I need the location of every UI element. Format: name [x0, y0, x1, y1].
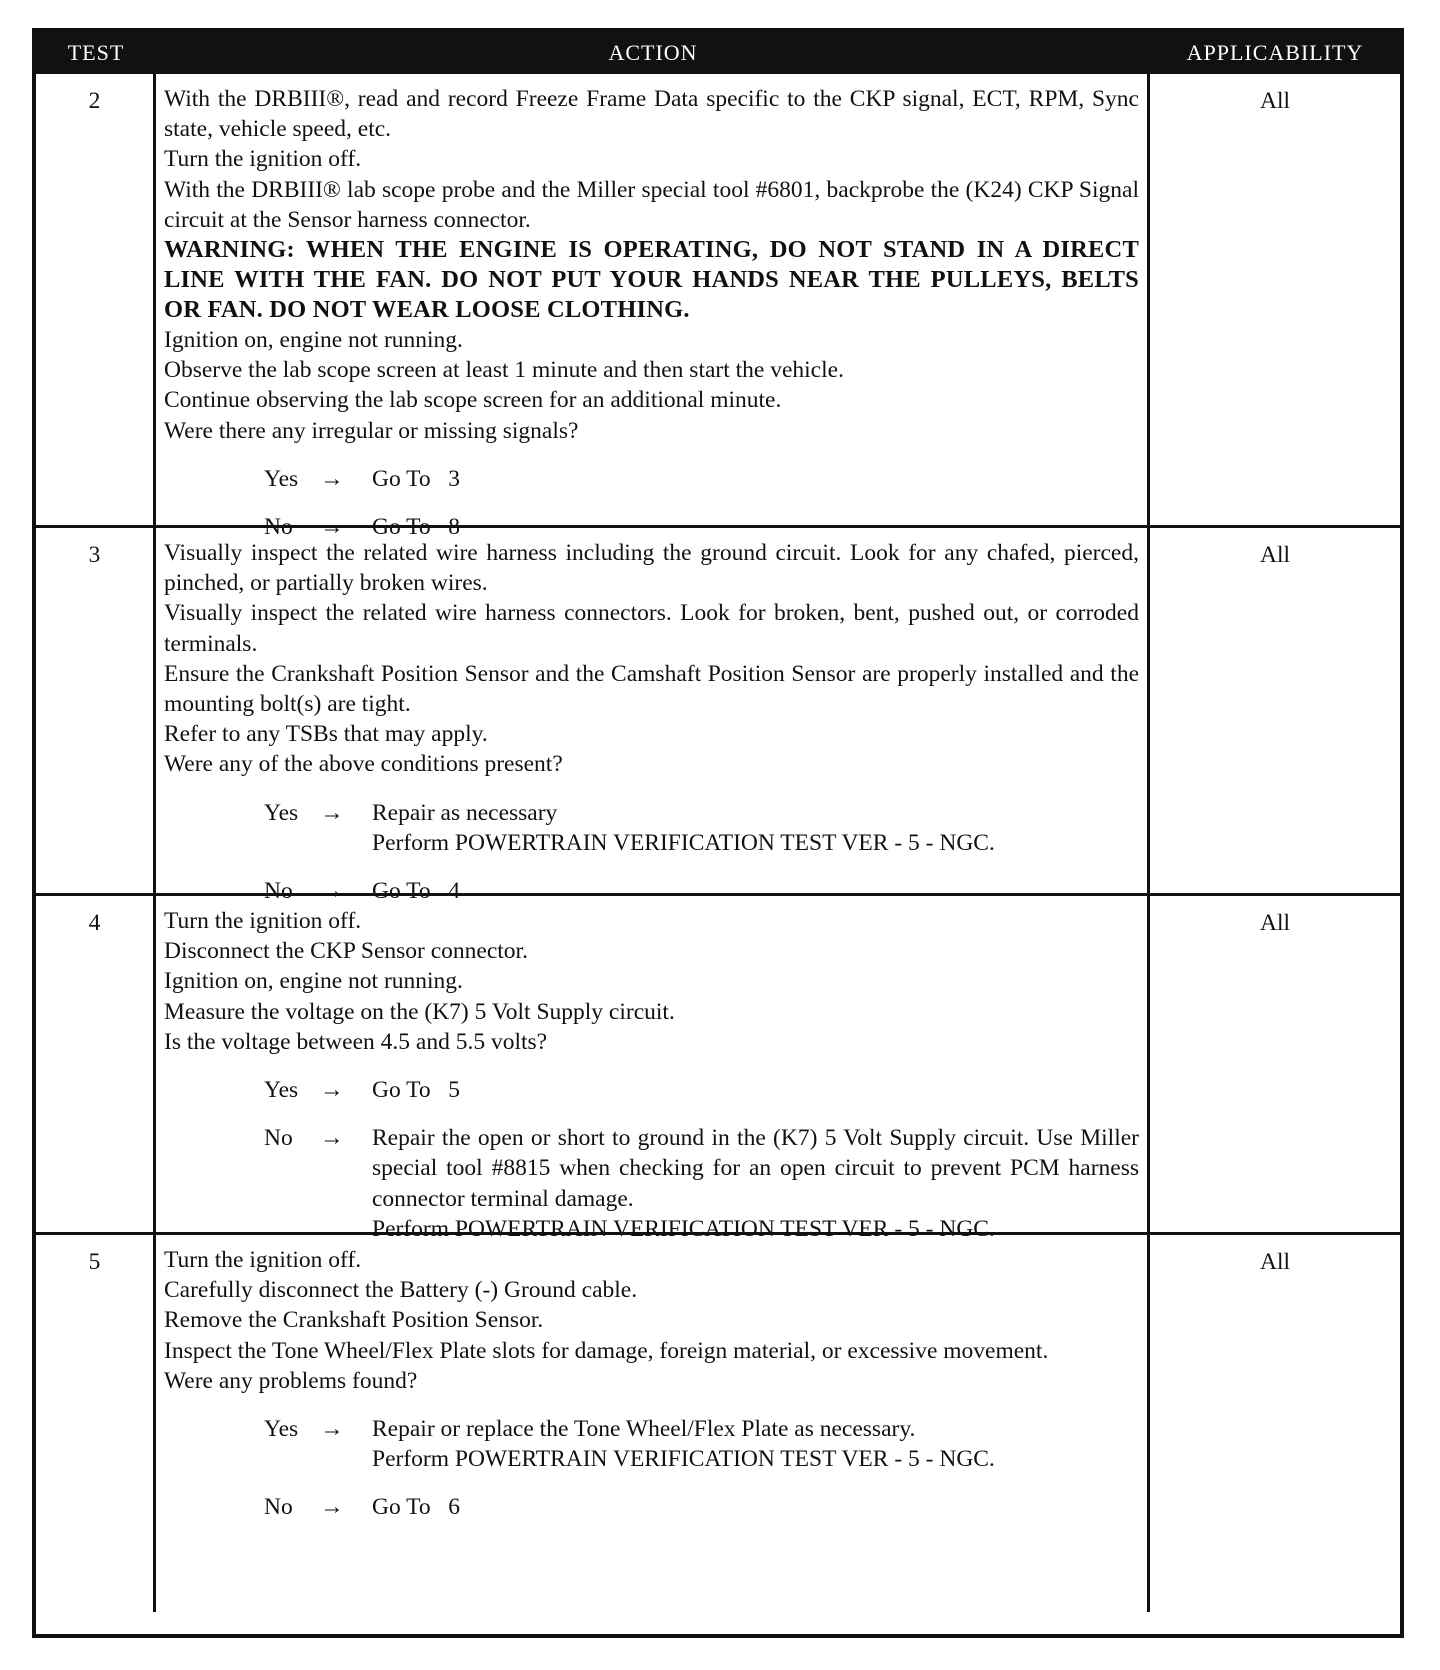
answer-result	[372, 798, 1139, 858]
answer-yes	[264, 464, 1139, 494]
table-row	[36, 893, 1400, 1242]
arrow-right-icon: →	[320, 878, 344, 905]
applicability-value: All	[1259, 1249, 1291, 1275]
action-line: Refer to any TSBs that may apply.	[164, 721, 488, 748]
answer-yes	[264, 798, 1139, 858]
answer-result	[372, 1492, 1139, 1522]
answer-label: Yes	[264, 465, 299, 492]
action-line: Turn the ignition off.	[164, 908, 362, 934]
answer-label: Yes	[264, 799, 299, 826]
applicability-value: All	[1259, 910, 1291, 936]
action-line: With the DRBIII®, read and record Freeze Frame Data specific to the CKP signal, ECT, RPM, Sync state, vehicle speed, etc.	[164, 86, 1139, 143]
answer-label: Yes	[264, 1416, 299, 1443]
answer-label: No	[264, 878, 293, 905]
action-cell	[156, 1235, 1150, 1612]
arrow-right-icon: →	[320, 1077, 344, 1104]
answer-list	[164, 1414, 1139, 1523]
table-row	[36, 1232, 1400, 1612]
result-line: Go To 5	[372, 1077, 461, 1104]
action-line: Disconnect the CKP Sensor connector.	[164, 938, 528, 965]
header-test: TEST	[67, 40, 125, 65]
action-cell	[156, 896, 1150, 1242]
result-line: Go To 6	[372, 1494, 461, 1521]
action-line: Is the voltage between 4.5 and 5.5 volts?	[164, 1028, 548, 1055]
result-line: Perform POWERTRAIN VERIFICATION TEST VER - 5 - NGC.	[372, 1215, 995, 1242]
answer-result	[372, 1414, 1139, 1474]
action-cell	[156, 528, 1150, 905]
table-row	[36, 74, 1400, 541]
action-line: Ensure the Crankshaft Position Sensor and the Camshaft Position Sensor are properly installed and the mounting bolt(s) are tight.	[164, 660, 1139, 718]
action-line: Were any of the above conditions present?	[164, 751, 563, 778]
header-action: ACTION	[608, 40, 698, 65]
answer-result	[372, 1123, 1139, 1244]
answer-yes	[264, 1075, 1139, 1105]
arrow-right-icon: →	[320, 1416, 344, 1443]
answer-list	[164, 798, 1139, 907]
table-row	[36, 525, 1400, 905]
arrow-right-icon: →	[320, 799, 344, 826]
answer-result	[372, 464, 1139, 494]
action-line: Ignition on, engine not running.	[164, 327, 463, 354]
action-line: Inspect the Tone Wheel/Flex Plate slots for damage, foreign material, or excessive movement.	[164, 1337, 1049, 1364]
action-line: With the DRBIII® lab scope probe and the Miller special tool #6801, backprobe the (K24) CKP Signal circuit at the Sensor harness connector.	[164, 176, 1139, 233]
result-line: Go To 4	[372, 878, 461, 905]
result-line: Repair as necessary	[372, 799, 558, 826]
action-line: Turn the ignition off.	[164, 1247, 362, 1273]
answer-label: No	[264, 1125, 293, 1152]
action-line: Remove the Crankshaft Position Sensor.	[164, 1307, 544, 1334]
header-applicability: APPLICABILITY	[1186, 40, 1364, 65]
action-line: Were any problems found?	[164, 1367, 418, 1394]
applicability-value: All	[1259, 542, 1291, 568]
warning-text: WARNING: WHEN THE ENGINE IS OPERATING, DO NOT STAND IN A DIRECT LINE WITH THE FAN. DO NOT PUT YOUR HANDS NEAR THE PULLEYS, BELTS OR FAN. DO NOT WEAR LOOSE CLOTHING.	[164, 236, 1139, 324]
arrow-right-icon: →	[320, 1494, 344, 1521]
result-line: Go To 3	[372, 465, 461, 492]
result-line: Go To 8	[372, 514, 461, 541]
arrow-right-icon: →	[320, 514, 344, 541]
answer-no	[264, 1492, 1139, 1522]
result-line: Repair or replace the Tone Wheel/Flex Plate as necessary.	[372, 1416, 916, 1443]
action-line: Measure the voltage on the (K7) 5 Volt Supply circuit.	[164, 998, 675, 1025]
answer-result	[372, 1075, 1139, 1105]
answer-label: No	[264, 1494, 293, 1521]
result-line: Repair the open or short to ground in the (K7) 5 Volt Supply circuit. Use Miller special tool #8815 when checking for an open circuit to prevent PCM harness connector terminal damage.	[372, 1125, 1139, 1212]
action-line: Observe the lab scope screen at least 1 minute and then start the vehicle.	[164, 357, 844, 384]
action-line: Carefully disconnect the Battery (-) Ground cable.	[164, 1277, 638, 1304]
action-line: Continue observing the lab scope screen for an additional minute.	[164, 387, 782, 414]
result-line: Perform POWERTRAIN VERIFICATION TEST VER - 5 - NGC.	[372, 829, 995, 856]
answer-yes	[264, 1414, 1139, 1474]
action-line: Visually inspect the related wire harness connectors. Look for broken, bent, pushed out, or corroded terminals.	[164, 600, 1139, 657]
arrow-right-icon: →	[320, 465, 344, 492]
diagnostic-test-table	[32, 28, 1404, 1638]
arrow-right-icon: →	[320, 1125, 344, 1152]
applicability-value: All	[1259, 88, 1291, 114]
test-number: 2	[36, 74, 156, 525]
action-line: Were there any irregular or missing signals?	[164, 417, 579, 444]
answer-label: No	[264, 514, 293, 541]
answer-label: Yes	[264, 1077, 299, 1104]
answer-no	[264, 1123, 1139, 1244]
action-line: Visually inspect the related wire harness including the ground circuit. Look for any chafed, pierced, pinched, or partially broken wires.	[164, 540, 1139, 597]
result-line: Perform POWERTRAIN VERIFICATION TEST VER - 5 - NGC.	[372, 1446, 995, 1473]
answer-list	[164, 1075, 1139, 1244]
action-line: Turn the ignition off.	[164, 146, 362, 173]
table-header	[36, 32, 1400, 74]
action-line: Ignition on, engine not running.	[164, 968, 463, 995]
action-cell	[156, 74, 1150, 541]
test-number: 5	[36, 1235, 156, 1612]
test-number: 3	[36, 528, 156, 893]
test-number: 4	[36, 896, 156, 1232]
